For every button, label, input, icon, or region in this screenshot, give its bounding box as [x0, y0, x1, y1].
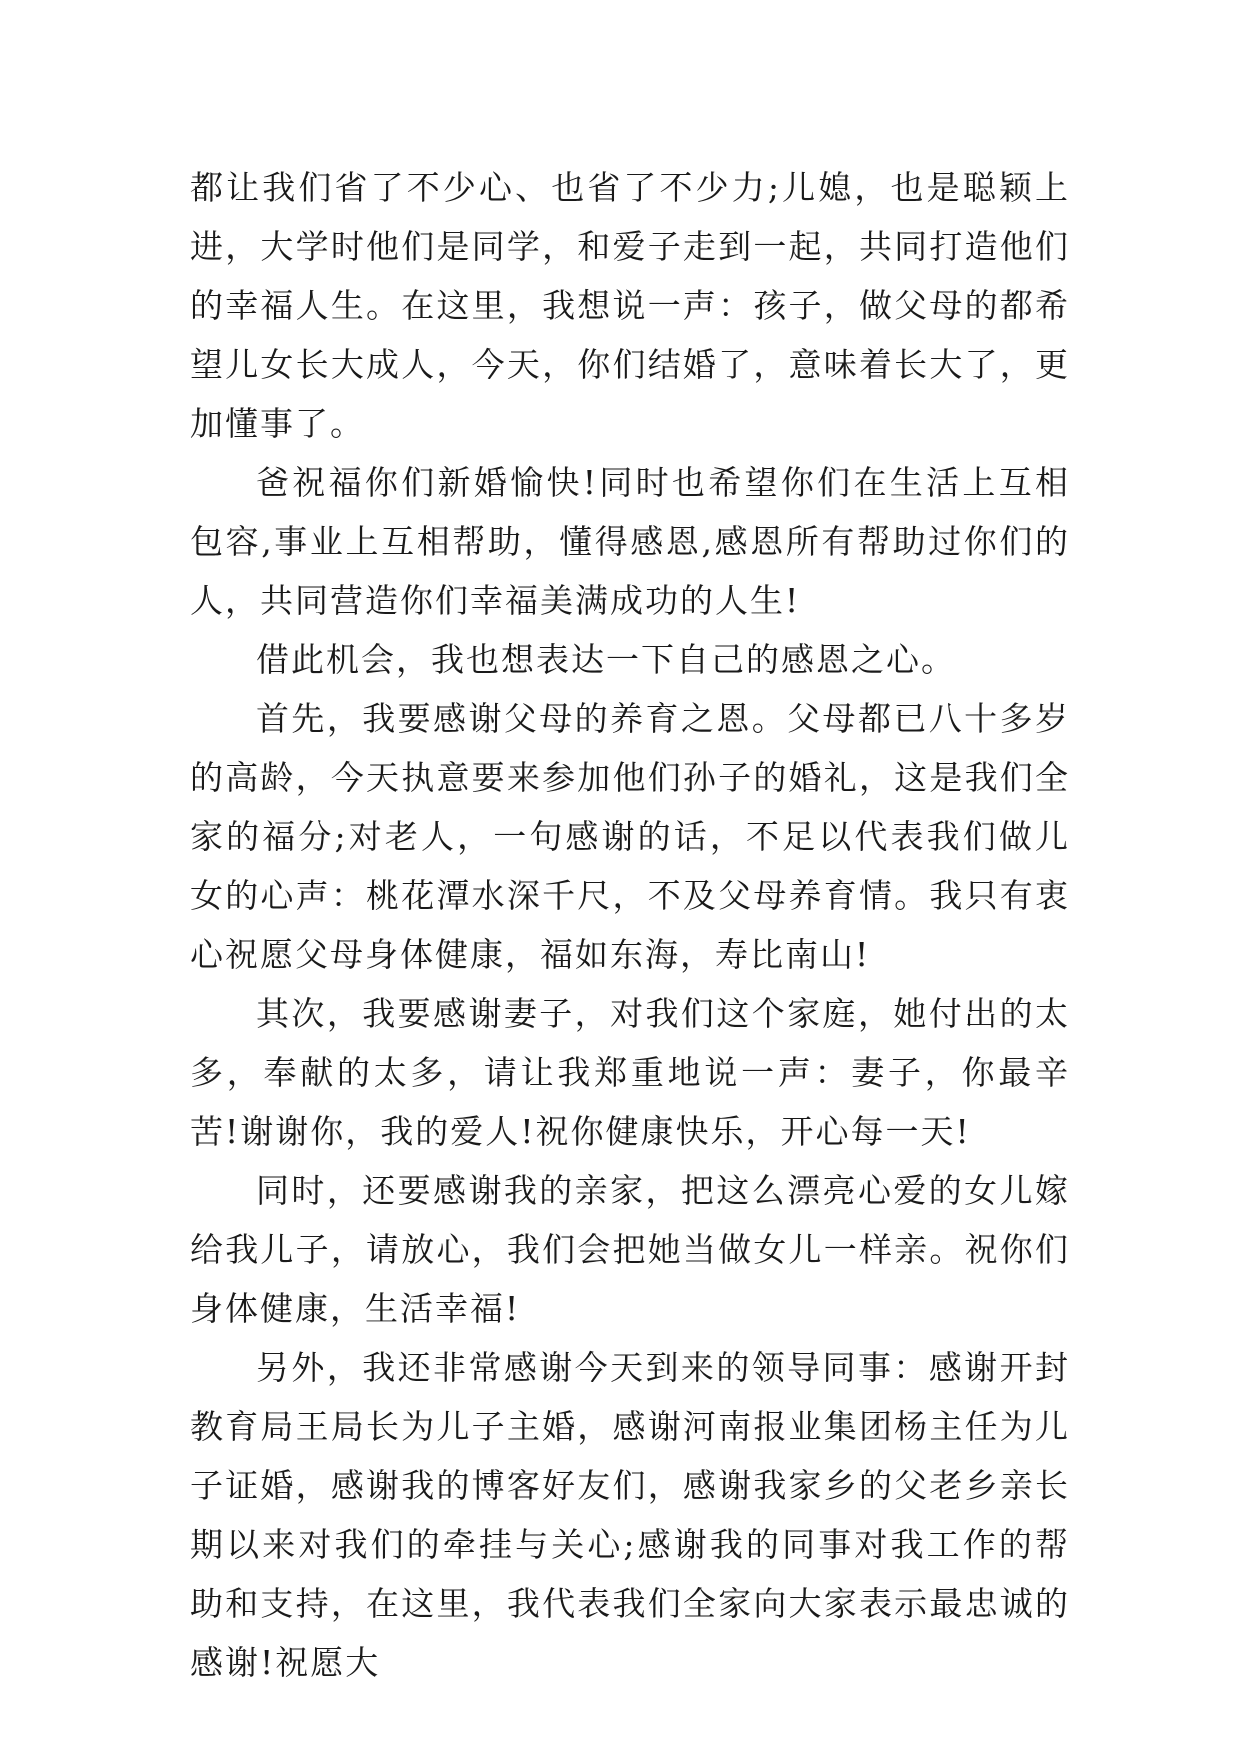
paragraph-2: 爸祝福你们新婚愉快!同时也希望你们在生活上互相包容,事业上互相帮助，懂得感恩,感恩所有帮助过你们的人，共同营造你们幸福美满成功的人生!	[190, 463, 1070, 620]
paragraph-5: 其次，我要感谢妻子，对我们这个家庭，她付出的太多，奉献的太多，请让我郑重地说一声：妻子，你最辛苦!谢谢你，我的爱人!祝你健康快乐，开心每一天!	[190, 994, 1070, 1151]
paragraph-3: 借此机会，我也想表达一下自己的感恩之心。	[256, 640, 956, 679]
paragraph-4: 首先，我要感谢父母的养育之恩。父母都已八十多岁的高龄，今天执意要来参加他们孙子的婚礼，这是我们全家的福分;对老人，一句感谢的话，不足以代表我们做儿女的心声：桃花潭水深千尺，不及父母养育情。我只有衷心祝愿父母身体健康，福如东海，寿比南山!	[190, 699, 1070, 974]
paragraph-1: 都让我们省了不少心、也省了不少力;儿媳，也是聪颖上进，大学时他们是同学，和爱子走到一起，共同打造他们的幸福人生。在这里，我想说一声：孩子，做父母的都希望儿女长大成人，今天，你们结婚了，意味着长大了，更加懂事了。	[190, 168, 1070, 443]
paragraph-7: 另外，我还非常感谢今天到来的领导同事：感谢开封教育局王局长为儿子主婚，感谢河南报业集团杨主任为儿子证婚，感谢我的博客好友们，感谢我家乡的父老乡亲长期以来对我们的牵挂与关心;感谢我的同事对我工作的帮助和支持，在这里，我代表我们全家向大家表示最忠诚的感谢!祝愿大	[190, 1348, 1070, 1682]
paragraph-6: 同时，还要感谢我的亲家，把这么漂亮心爱的女儿嫁给我儿子，请放心，我们会把她当做女儿一样亲。祝你们身体健康，生活幸福!	[190, 1171, 1070, 1328]
body-text	[190, 158, 1070, 1692]
